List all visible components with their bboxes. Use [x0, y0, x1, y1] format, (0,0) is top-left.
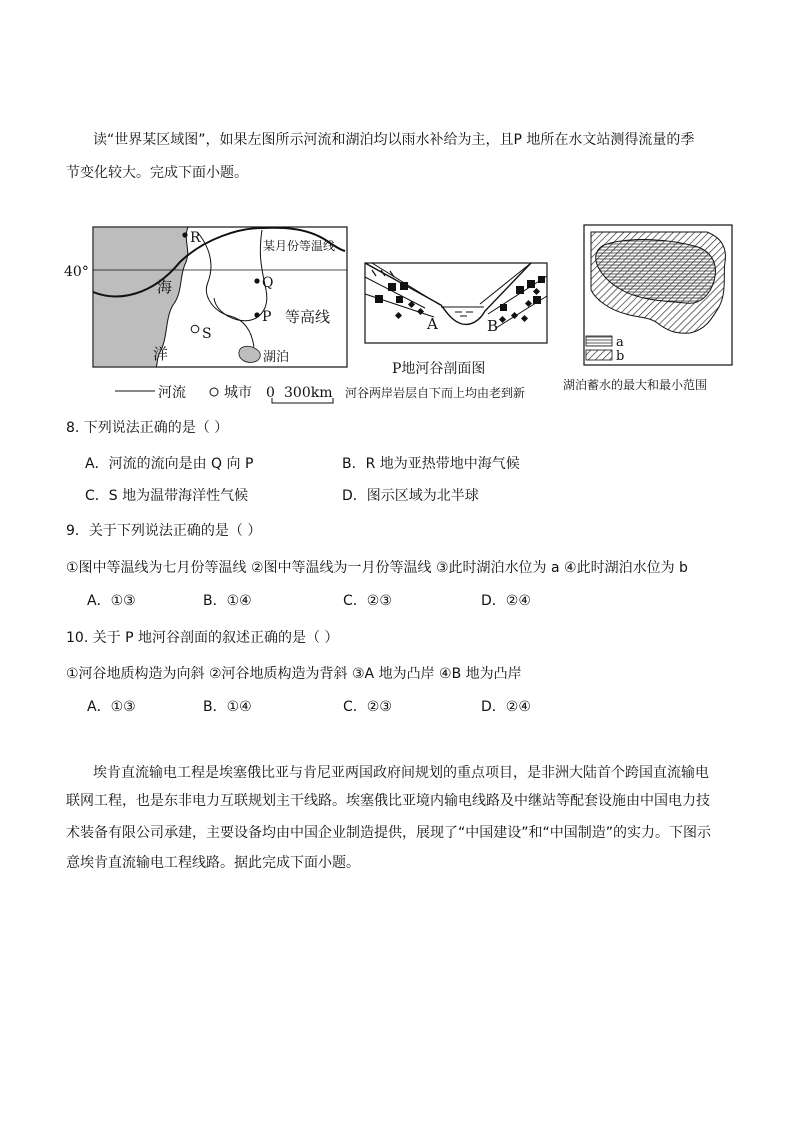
q8-stem: 8. 下列说法正确的是（ ）: [66, 420, 229, 436]
passage2-line-2: 联网工程，也是东非电力互联规划主干线路。埃塞俄比亚境内输电线路及中继站等配套设施由中国电力技: [66, 793, 710, 809]
q10-option-b[interactable]: B．①④: [203, 699, 252, 715]
intro-line-2: 节变化较大。完成下面小题。: [66, 165, 248, 181]
q9-stem: 9．关于下列说法正确的是（ ）: [66, 523, 262, 539]
lake-legend-b-swatch: [586, 350, 612, 360]
lake-legend-b-label: b: [616, 349, 625, 364]
scale-zero: 0: [266, 385, 275, 401]
latitude-label: 40°: [64, 264, 89, 280]
q10-option-d[interactable]: D．②④: [481, 699, 531, 715]
city-legend-label: 城市: [224, 385, 252, 401]
q8-option-d[interactable]: D．图示区域为北半球: [342, 488, 479, 504]
point-r-marker: [182, 232, 187, 237]
valley-title: P地河谷剖面图: [392, 361, 486, 377]
contour-label: 等高线: [285, 308, 331, 326]
valley-label-a: A: [427, 315, 438, 333]
q10-option-a[interactable]: A．①③: [87, 699, 136, 715]
sea-char-2: 洋: [153, 345, 169, 363]
q9-option-d[interactable]: D．②④: [481, 593, 531, 609]
valley-label-b: B: [487, 317, 499, 335]
q10-statements: ①河谷地质构造为向斜 ②河谷地质构造为背斜 ③A 地为凸岸 ④B 地为凸岸: [66, 666, 522, 682]
lake-legend-a-label: a: [616, 335, 624, 350]
city-legend-symbol: [210, 388, 218, 396]
q9-statements: ①图中等温线为七月份等温线 ②图中等温线为一月份等温线 ③此时湖泊水位为 a ④此时湖泊水位为 b: [66, 560, 688, 576]
passage2-line-1: 埃肯直流输电工程是埃塞俄比亚与肯尼亚两国政府间规划的重点项目，是非洲大陆首个跨国直流输电: [93, 765, 709, 781]
valley-note: 河谷两岸岩层自下而上均由老到新: [345, 386, 526, 400]
figure-world-region: [0, 0, 794, 410]
valley-profile: [345, 263, 547, 400]
point-r-label: R: [190, 230, 201, 246]
map-legend: [115, 384, 333, 403]
q9-option-a[interactable]: A．①③: [87, 593, 136, 609]
point-q-label: Q: [262, 275, 274, 291]
point-s-label: S: [202, 326, 212, 342]
q8-option-c[interactable]: C．S 地为温带海洋性气候: [85, 488, 249, 504]
point-p-label: P: [262, 309, 272, 325]
point-p-marker: [254, 312, 259, 317]
lake-storage-diagram: [563, 225, 732, 392]
lake-label: 湖泊: [263, 350, 290, 365]
passage2-line-3: 术装备有限公司承建，主要设备均由中国企业制造提供，展现了“中国建设”和“中国制造”的实力。下图示: [66, 825, 712, 841]
region-map: [64, 227, 347, 367]
city-s-marker: [191, 325, 199, 333]
q10-stem: 10. 关于 P 地河谷剖面的叙述正确的是（ ）: [66, 630, 339, 646]
isotherm-label: 某月份等温线: [263, 239, 336, 253]
scale-value: 300km: [284, 385, 333, 401]
river-legend-label: 河流: [158, 385, 186, 401]
lake-legend-a-swatch: [586, 336, 612, 346]
q9-option-c[interactable]: C．②③: [343, 593, 392, 609]
q8-option-b[interactable]: B．R 地为亚热带地中海气候: [342, 456, 520, 472]
q9-option-b[interactable]: B．①④: [203, 593, 252, 609]
intro-line-1: 读“世界某区域图”，如果左图所示河流和湖泊均以雨水补给为主，且P 地所在水文站测得流量的季: [93, 132, 695, 148]
q8-option-a[interactable]: A．河流的流向是由 Q 向 P: [85, 456, 254, 472]
point-q-marker: [254, 278, 259, 283]
passage2-line-4: 意埃肯直流输电工程线路。据此完成下面小题。: [66, 855, 360, 871]
lake-caption: 湖泊蓄水的最大和最小范围: [563, 378, 708, 392]
q10-option-c[interactable]: C．②③: [343, 699, 392, 715]
sea-char-1: 海: [157, 278, 173, 296]
